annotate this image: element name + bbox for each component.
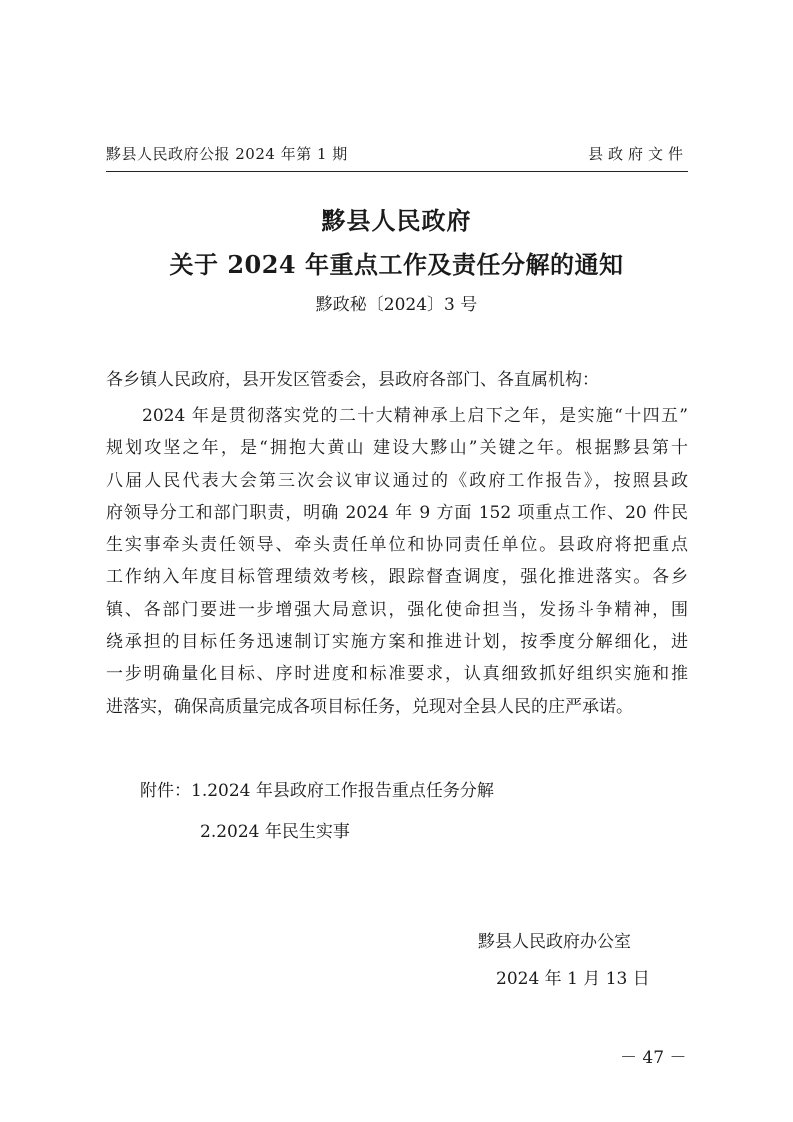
- issuing-office: 黟县人民政府办公室: [478, 932, 631, 952]
- attachment-item-2: 2.2024 年民生实事: [200, 822, 350, 842]
- body-line: 工作纳入年度目标管理绩效考核，跟踪督查调度，强化推进落实。各乡: [106, 567, 688, 588]
- body-line: 规划攻坚之年，是“拥抱大黄山 建设大黟山”关键之年。根据黟县第十: [106, 438, 688, 459]
- document-title-issuer: 黟县人民政府: [321, 206, 472, 235]
- attachment-item-1: 附件：1.2024 年县政府工作报告重点任务分解: [140, 781, 494, 801]
- page-header: [106, 141, 688, 172]
- body-line: 绕承担的目标任务迅速制订实施方案和推进计划，按季度分解细化，进: [106, 632, 688, 653]
- section-label: 县政府文件: [587, 145, 688, 163]
- body-line: 府领导分工和部门职责，明确 2024 年 9 方面 152 项重点工作、20 件民: [106, 502, 688, 523]
- page-number: － 47 －: [620, 1048, 687, 1068]
- body-line: 生实事牵头责任领导、牵头责任单位和协同责任单位。县政府将把重点: [106, 535, 688, 556]
- body-line: 进落实，确保高质量完成各项目标任务，兑现对全县人民的庄严承诺。: [106, 696, 633, 717]
- document-number: 黟政秘〔2024〕3 号: [315, 295, 478, 315]
- body-line: 镇、各部门要进一步增强大局意识，强化使命担当，发扬斗争精神，围: [106, 599, 688, 620]
- document-title-subject: 关于 2024 年重点工作及责任分解的通知: [169, 250, 624, 279]
- salutation: 各乡镇人民政府，县开发区管委会，县政府各部门、各直属机构：: [106, 370, 599, 390]
- body-line: 八届人民代表大会第三次会议审议通过的《政府工作报告》，按照县政: [106, 470, 688, 491]
- issue-date: 2024 年 1 月 13 日: [496, 969, 650, 989]
- gazette-issue-label: 黟县人民政府公报 2024 年第 1 期: [106, 145, 348, 163]
- body-line: 2024 年是贯彻落实党的二十大精神承上启下之年，是实施“十四五”: [142, 406, 688, 426]
- body-line: 一步明确量化目标、序时进度和标准要求，认真细致抓好组织实施和推: [106, 664, 688, 685]
- body-paragraph: [106, 400, 688, 723]
